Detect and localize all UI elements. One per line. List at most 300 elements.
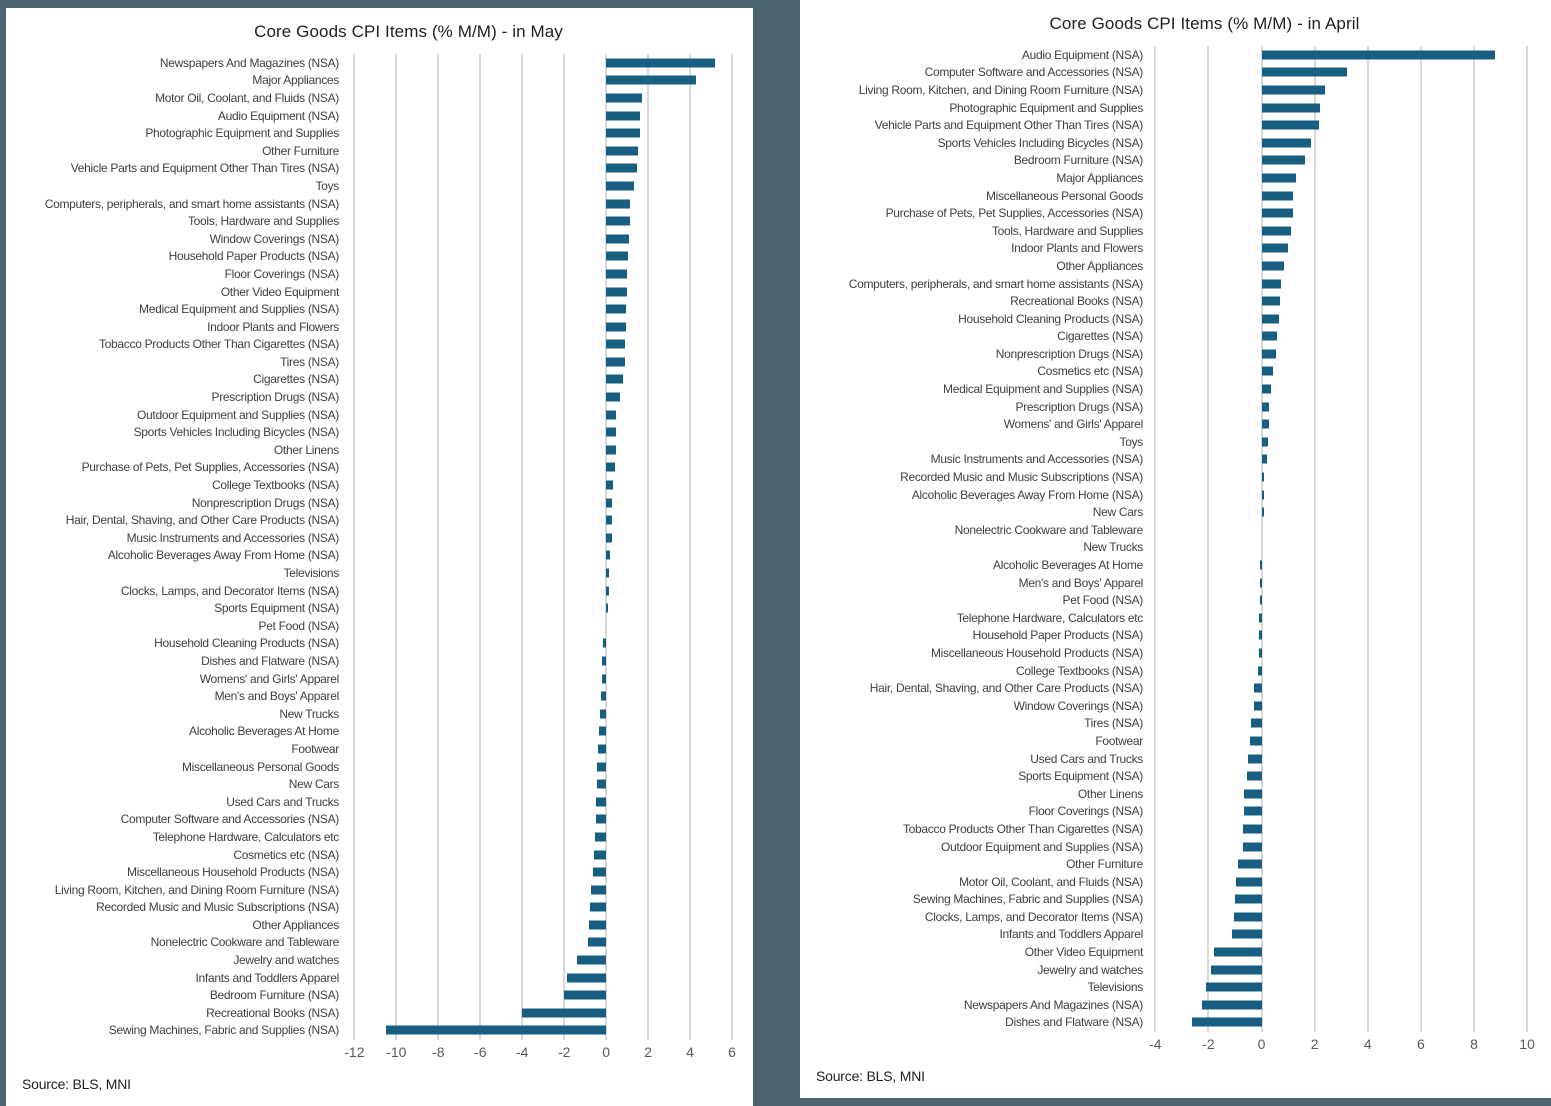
row-label: Other Appliances bbox=[252, 917, 339, 932]
chart-row bbox=[800, 978, 1551, 996]
row-track bbox=[1150, 363, 1551, 381]
chart-row bbox=[6, 986, 753, 1004]
row-track bbox=[346, 863, 753, 881]
row-label: Floor Coverings (NSA) bbox=[1028, 804, 1143, 819]
row-label: Prescription Drugs (NSA) bbox=[211, 390, 339, 405]
row-track bbox=[346, 775, 753, 793]
bar bbox=[601, 692, 606, 701]
row-track bbox=[1150, 204, 1551, 222]
chart-row bbox=[800, 240, 1551, 258]
row-track bbox=[346, 564, 753, 582]
row-label: Computers, peripherals, and smart home assistants (NSA) bbox=[848, 276, 1143, 291]
chart-row bbox=[800, 732, 1551, 750]
chart-title: Core Goods CPI Items (% M/M) - in May bbox=[254, 22, 563, 41]
row-track bbox=[1150, 978, 1551, 996]
row-track bbox=[1150, 521, 1551, 539]
chart-row bbox=[800, 310, 1551, 328]
chart-row bbox=[6, 670, 753, 688]
row-track bbox=[1150, 996, 1551, 1014]
row-track bbox=[346, 969, 753, 987]
row-label: Computer Software and Accessories (NSA) bbox=[120, 812, 339, 827]
row-label: Clocks, Lamps, and Decorator Items (NSA) bbox=[924, 909, 1143, 924]
chart-row bbox=[800, 785, 1551, 803]
bar bbox=[1262, 156, 1306, 165]
chart-row bbox=[6, 476, 753, 494]
axis-tick-label: -2 bbox=[1202, 1036, 1215, 1052]
axis-tick-label: 6 bbox=[728, 1044, 736, 1060]
row-track bbox=[346, 107, 753, 125]
chart-row bbox=[6, 248, 753, 266]
row-label: New Cars bbox=[288, 777, 339, 792]
chart-row bbox=[6, 564, 753, 582]
chart-row bbox=[6, 793, 753, 811]
row-label: Living Room, Kitchen, and Dining Room Furniture (NSA) bbox=[54, 882, 339, 897]
chart-row bbox=[800, 662, 1551, 680]
chart-row bbox=[6, 230, 753, 248]
row-track bbox=[346, 793, 753, 811]
row-label: Toys bbox=[1119, 434, 1143, 449]
bar bbox=[606, 428, 615, 437]
row-label: Dishes and Flatware (NSA) bbox=[201, 653, 339, 668]
bar-chart-april bbox=[800, 0, 1551, 1098]
chart-row bbox=[800, 503, 1551, 521]
row-label: Cigarettes (NSA) bbox=[1057, 329, 1143, 344]
row-label: Recorded Music and Music Subscriptions (NSA) bbox=[96, 900, 339, 915]
row-track bbox=[1150, 539, 1551, 557]
bar bbox=[1262, 261, 1285, 270]
rows-layer bbox=[6, 54, 753, 1039]
chart-row bbox=[800, 204, 1551, 222]
row-label: Tools, Hardware and Supplies bbox=[991, 223, 1143, 238]
bar bbox=[606, 481, 613, 490]
row-label: Other Video Equipment bbox=[220, 284, 339, 299]
row-track bbox=[346, 652, 753, 670]
row-track bbox=[346, 318, 753, 336]
axis-tick-label: 2 bbox=[644, 1044, 652, 1060]
row-track bbox=[1150, 292, 1551, 310]
row-track bbox=[1150, 891, 1551, 909]
row-label: Telephone Hardware, Calculators etc bbox=[152, 829, 339, 844]
row-label: Clocks, Lamps, and Decorator Items (NSA) bbox=[120, 583, 339, 598]
chart-row bbox=[800, 961, 1551, 979]
row-label: New Trucks bbox=[1083, 540, 1143, 555]
bar bbox=[603, 639, 606, 648]
bar bbox=[1234, 912, 1262, 921]
row-track bbox=[346, 758, 753, 776]
row-track bbox=[346, 494, 753, 512]
bar bbox=[1262, 314, 1279, 323]
row-label: Major Appliances bbox=[252, 73, 339, 88]
row-label: Cigarettes (NSA) bbox=[253, 372, 339, 387]
axis-tick-label: -6 bbox=[474, 1044, 487, 1060]
row-track bbox=[346, 916, 753, 934]
bar bbox=[1254, 701, 1262, 710]
bar bbox=[606, 111, 640, 120]
chart-row bbox=[800, 574, 1551, 592]
row-track bbox=[346, 881, 753, 899]
row-track bbox=[1150, 926, 1551, 944]
bar bbox=[606, 181, 634, 190]
row-track bbox=[1150, 486, 1551, 504]
row-label: Household Cleaning Products (NSA) bbox=[958, 311, 1143, 326]
chart-row bbox=[6, 951, 753, 969]
row-track bbox=[1150, 310, 1551, 328]
row-track bbox=[1150, 99, 1551, 117]
axis-tick-label: -12 bbox=[344, 1044, 365, 1060]
row-label: Used Cars and Trucks bbox=[1030, 751, 1143, 766]
chart-row bbox=[6, 934, 753, 952]
row-track bbox=[346, 388, 753, 406]
row-label: Newspapers And Magazines (NSA) bbox=[159, 55, 339, 70]
row-track bbox=[1150, 961, 1551, 979]
chart-row bbox=[6, 318, 753, 336]
chart-row bbox=[800, 750, 1551, 768]
source-note: Source: BLS, MNI bbox=[816, 1068, 925, 1084]
chart-row bbox=[6, 72, 753, 90]
row-track bbox=[1150, 873, 1551, 891]
row-label: Cosmetics etc (NSA) bbox=[233, 847, 339, 862]
bar bbox=[1235, 895, 1262, 904]
bar bbox=[606, 305, 626, 314]
row-track bbox=[346, 336, 753, 354]
row-track bbox=[346, 89, 753, 107]
row-label: Vehicle Parts and Equipment Other Than Tires (NSA) bbox=[70, 161, 339, 176]
row-label: Household Cleaning Products (NSA) bbox=[154, 636, 339, 651]
bar bbox=[594, 850, 607, 859]
row-track bbox=[1150, 415, 1551, 433]
bar bbox=[606, 463, 614, 472]
bar bbox=[1262, 332, 1278, 341]
axis-tick-label: 8 bbox=[1470, 1036, 1478, 1052]
row-label: Major Appliances bbox=[1056, 170, 1143, 185]
bar bbox=[606, 445, 615, 454]
row-label: College Textbooks (NSA) bbox=[1016, 663, 1143, 678]
row-label: Computer Software and Accessories (NSA) bbox=[924, 65, 1143, 80]
chart-row bbox=[6, 1004, 753, 1022]
chart-row bbox=[6, 494, 753, 512]
bar bbox=[596, 815, 606, 824]
chart-row bbox=[6, 124, 753, 142]
bar bbox=[1262, 85, 1326, 94]
chart-panel-april bbox=[800, 0, 1551, 1098]
row-track bbox=[346, 230, 753, 248]
row-label: Living Room, Kitchen, and Dining Room Furniture (NSA) bbox=[858, 82, 1143, 97]
bar bbox=[1262, 455, 1267, 464]
row-label: Infants and Toddlers Apparel bbox=[195, 970, 339, 985]
row-track bbox=[1150, 908, 1551, 926]
chart-row bbox=[800, 46, 1551, 64]
chart-row bbox=[6, 283, 753, 301]
chart-row bbox=[800, 363, 1551, 381]
row-track bbox=[1150, 380, 1551, 398]
chart-row bbox=[6, 406, 753, 424]
row-label: Hair, Dental, Shaving, and Other Care Products (NSA) bbox=[869, 681, 1143, 696]
row-label: Prescription Drugs (NSA) bbox=[1015, 399, 1143, 414]
row-track bbox=[346, 635, 753, 653]
row-label: Music Instruments and Accessories (NSA) bbox=[930, 452, 1143, 467]
row-label: Other Appliances bbox=[1056, 258, 1143, 273]
bar bbox=[1262, 209, 1294, 218]
bar bbox=[1232, 930, 1261, 939]
chart-row bbox=[800, 767, 1551, 785]
row-label: Tobacco Products Other Than Cigarettes (NSA) bbox=[902, 821, 1143, 836]
bar bbox=[606, 76, 696, 85]
row-track bbox=[1150, 345, 1551, 363]
bar bbox=[589, 920, 606, 929]
chart-row bbox=[800, 152, 1551, 170]
bar bbox=[1262, 244, 1289, 253]
bar bbox=[1211, 965, 1261, 974]
chart-title: Core Goods CPI Items (% M/M) - in April bbox=[1049, 14, 1360, 33]
bar bbox=[1262, 508, 1264, 517]
row-label: Miscellaneous Personal Goods bbox=[985, 188, 1143, 203]
axis-tick-label: -8 bbox=[432, 1044, 445, 1060]
bar bbox=[593, 868, 607, 877]
row-track bbox=[346, 72, 753, 90]
bar bbox=[602, 656, 606, 665]
bar bbox=[606, 533, 612, 542]
row-track bbox=[346, 441, 753, 459]
row-label: Photographic Equipment and Supplies bbox=[145, 126, 339, 141]
row-track bbox=[346, 248, 753, 266]
row-label: Hair, Dental, Shaving, and Other Care Products (NSA) bbox=[65, 513, 339, 528]
axis-tick-label: 4 bbox=[686, 1044, 694, 1060]
row-track bbox=[1150, 662, 1551, 680]
bar bbox=[577, 956, 606, 965]
row-label: Miscellaneous Household Products (NSA) bbox=[126, 865, 339, 880]
chart-row bbox=[800, 803, 1551, 821]
bar bbox=[1262, 490, 1265, 499]
row-track bbox=[346, 423, 753, 441]
row-label: Nonelectric Cookware and Tableware bbox=[150, 935, 339, 950]
axis-tick-label: 0 bbox=[1257, 1036, 1266, 1052]
row-label: Nonelectric Cookware and Tableware bbox=[954, 522, 1143, 537]
chart-row bbox=[6, 635, 753, 653]
row-track bbox=[1150, 785, 1551, 803]
row-track bbox=[346, 54, 753, 72]
row-label: Window Coverings (NSA) bbox=[209, 231, 339, 246]
bar bbox=[1262, 473, 1265, 482]
chart-row bbox=[6, 89, 753, 107]
chart-row bbox=[800, 539, 1551, 557]
row-track bbox=[346, 476, 753, 494]
bar bbox=[567, 973, 606, 982]
row-track bbox=[1150, 820, 1551, 838]
chart-row bbox=[6, 758, 753, 776]
bar bbox=[606, 234, 629, 243]
row-track bbox=[1150, 398, 1551, 416]
bar bbox=[606, 551, 610, 560]
bar bbox=[1262, 297, 1281, 306]
row-track bbox=[346, 529, 753, 547]
chart-row bbox=[800, 415, 1551, 433]
row-label: Recreational Books (NSA) bbox=[206, 1005, 339, 1020]
row-label: Recreational Books (NSA) bbox=[1010, 294, 1143, 309]
chart-row bbox=[6, 353, 753, 371]
row-label: Audio Equipment (NSA) bbox=[1021, 47, 1143, 62]
chart-row bbox=[6, 863, 753, 881]
row-label: Indoor Plants and Flowers bbox=[1011, 241, 1143, 256]
chart-row bbox=[6, 687, 753, 705]
row-label: Tires (NSA) bbox=[280, 354, 339, 369]
row-track bbox=[346, 705, 753, 723]
row-label: Alcoholic Beverages Away From Home (NSA) bbox=[911, 487, 1143, 502]
row-label: Medical Equipment and Supplies (NSA) bbox=[139, 302, 339, 317]
row-label: Dishes and Flatware (NSA) bbox=[1005, 1015, 1143, 1030]
axis-tick-label: -4 bbox=[1149, 1036, 1162, 1052]
chart-row bbox=[6, 265, 753, 283]
row-label: Motor Oil, Coolant, and Fluids (NSA) bbox=[155, 90, 339, 105]
row-label: New Trucks bbox=[279, 706, 339, 721]
chart-row bbox=[800, 169, 1551, 187]
row-label: Jewelry and watches bbox=[1037, 962, 1143, 977]
row-track bbox=[1150, 697, 1551, 715]
row-track bbox=[346, 811, 753, 829]
row-track bbox=[1150, 468, 1551, 486]
row-track bbox=[1150, 240, 1551, 258]
bar bbox=[1262, 367, 1274, 376]
row-label: Womens' and Girls' Apparel bbox=[1003, 417, 1143, 432]
chart-row bbox=[6, 723, 753, 741]
chart-row bbox=[6, 459, 753, 477]
row-label: Sports Equipment (NSA) bbox=[214, 601, 339, 616]
row-label: Men's and Boys' Apparel bbox=[1018, 575, 1143, 590]
row-track bbox=[1150, 767, 1551, 785]
chart-row bbox=[800, 275, 1551, 293]
row-label: Indoor Plants and Flowers bbox=[207, 319, 339, 334]
bar bbox=[606, 340, 625, 349]
chart-row bbox=[6, 142, 753, 160]
chart-row bbox=[6, 441, 753, 459]
bar bbox=[606, 199, 630, 208]
row-label: Alcoholic Beverages At Home bbox=[993, 558, 1143, 573]
row-label: Purchase of Pets, Pet Supplies, Accessories (NSA) bbox=[885, 206, 1143, 221]
bar bbox=[386, 1026, 606, 1035]
bar bbox=[1244, 789, 1261, 798]
bar bbox=[1247, 772, 1262, 781]
chart-row bbox=[800, 380, 1551, 398]
chart-row bbox=[800, 292, 1551, 310]
row-label: Men's and Boys' Apparel bbox=[214, 689, 339, 704]
row-label: Jewelry and watches bbox=[233, 953, 339, 968]
row-track bbox=[346, 723, 753, 741]
chart-row bbox=[800, 556, 1551, 574]
row-track bbox=[346, 511, 753, 529]
chart-row bbox=[6, 160, 753, 178]
bar bbox=[606, 58, 715, 67]
row-label: Sewing Machines, Fabric and Supplies (NSA) bbox=[108, 1023, 339, 1038]
bar bbox=[522, 1008, 606, 1017]
axis-tick-label: -10 bbox=[386, 1044, 407, 1060]
chart-row bbox=[800, 644, 1551, 662]
row-track bbox=[1150, 838, 1551, 856]
chart-row bbox=[6, 54, 753, 72]
chart-row bbox=[6, 969, 753, 987]
chart-row bbox=[800, 328, 1551, 346]
bar bbox=[600, 709, 606, 718]
row-track bbox=[346, 740, 753, 758]
bar bbox=[590, 903, 606, 912]
row-label: Alcoholic Beverages Away From Home (NSA) bbox=[107, 548, 339, 563]
row-label: Tools, Hardware and Supplies bbox=[187, 214, 339, 229]
row-track bbox=[1150, 152, 1551, 170]
axis-tick-label: 4 bbox=[1363, 1036, 1372, 1052]
source-note: Source: BLS, MNI bbox=[22, 1076, 131, 1092]
bar bbox=[606, 269, 627, 278]
chart-row bbox=[6, 582, 753, 600]
chart-row bbox=[800, 715, 1551, 733]
bar bbox=[606, 252, 628, 261]
bar bbox=[1238, 860, 1262, 869]
chart-row bbox=[6, 107, 753, 125]
row-label: Toys bbox=[315, 178, 339, 193]
row-label: Bedroom Furniture (NSA) bbox=[209, 988, 339, 1003]
chart-row bbox=[800, 468, 1551, 486]
chart-row bbox=[800, 187, 1551, 205]
row-label: Bedroom Furniture (NSA) bbox=[1013, 153, 1143, 168]
chart-row bbox=[6, 177, 753, 195]
bar bbox=[606, 410, 615, 419]
chart-row bbox=[800, 433, 1551, 451]
row-label: Household Paper Products (NSA) bbox=[168, 249, 339, 264]
row-label: Medical Equipment and Supplies (NSA) bbox=[943, 382, 1143, 397]
row-track bbox=[1150, 750, 1551, 768]
row-label: Infants and Toddlers Apparel bbox=[999, 927, 1143, 942]
bar bbox=[606, 516, 612, 525]
row-label: Tires (NSA) bbox=[1084, 716, 1143, 731]
bar bbox=[591, 885, 606, 894]
row-track bbox=[346, 599, 753, 617]
row-label: Recorded Music and Music Subscriptions (NSA) bbox=[900, 470, 1143, 485]
row-track bbox=[346, 951, 753, 969]
axis-tick-label: 6 bbox=[1416, 1036, 1425, 1052]
row-track bbox=[346, 828, 753, 846]
row-label: Other Linens bbox=[273, 442, 339, 457]
bar bbox=[1243, 842, 1262, 851]
bar bbox=[595, 832, 607, 841]
row-label: Computers, peripherals, and smart home assistants (NSA) bbox=[44, 196, 339, 211]
row-track bbox=[346, 265, 753, 283]
bar bbox=[606, 498, 612, 507]
bar bbox=[1262, 226, 1291, 235]
row-label: Televisions bbox=[283, 566, 339, 581]
bar bbox=[1260, 561, 1261, 570]
row-label: Window Coverings (NSA) bbox=[1013, 698, 1143, 713]
row-track bbox=[1150, 275, 1551, 293]
bar bbox=[1262, 279, 1282, 288]
row-label: Floor Coverings (NSA) bbox=[224, 266, 339, 281]
chart-row bbox=[6, 511, 753, 529]
row-track bbox=[1150, 1014, 1551, 1032]
bar bbox=[606, 287, 627, 296]
chart-row bbox=[800, 591, 1551, 609]
chart-row bbox=[800, 838, 1551, 856]
row-track bbox=[346, 406, 753, 424]
row-track bbox=[346, 547, 753, 565]
chart-row bbox=[800, 926, 1551, 944]
row-track bbox=[346, 142, 753, 160]
bar bbox=[1214, 948, 1262, 957]
bar bbox=[606, 586, 609, 595]
bar bbox=[1243, 824, 1262, 833]
row-label: Newspapers And Magazines (NSA) bbox=[963, 997, 1143, 1012]
bar bbox=[588, 938, 606, 947]
chart-row bbox=[800, 116, 1551, 134]
row-label: Outdoor Equipment and Supplies (NSA) bbox=[941, 839, 1143, 854]
row-track bbox=[1150, 627, 1551, 645]
bar bbox=[597, 762, 606, 771]
axis-tick-label: -4 bbox=[515, 1044, 529, 1060]
